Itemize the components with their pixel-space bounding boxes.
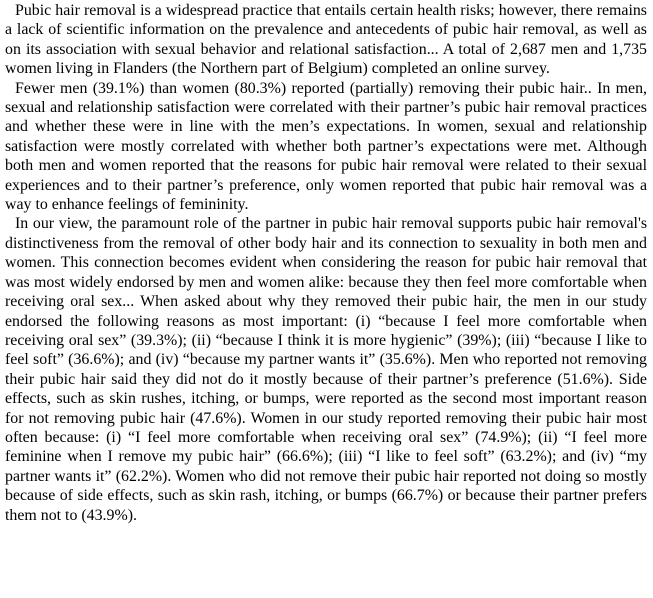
paragraph-discussion: In our view, the paramount role of the partner in pubic hair removal supports pubic hair removal's distinctiveness from the removal of other body hair and its connection to sexuality in both men and women. This connection becomes evident when considering the reason for pubic hair removal that was most widely endorsed by men and women alike: because they then feel more comfortable when receiving oral sex... When asked about why they removed their pubic hair, the men in our study endorsed the following reasons as most important: (i) “because I feel more comfortable when receiving oral sex” (39.3%); (ii) “because I think it is more hygienic” (39%); (iii) “because I like to feel soft” (36.6%); and (iv) “because my partner wants it” (35.6%). Men who reported not removing their pubic hair said they did not do it mostly because of their partner’s preference (51.6%). Side effects, such as skin rushes, itching, or bumps, were reported as the second most important reason for not removing pubic hair (47.6%). Women in our study reported removing their pubic hair most often because: (i) “I feel more comfortable when receiving oral sex” (74.9%); (ii) “I feel more feminine when I remove my pubic hair” (66.6%); (iii) “I like to feel soft” (63.2%); and (iv) “my partner wants it” (62.2%). Women who did not remove their pubic hair reported not doing so mostly because of side effects, such as skin rash, itching, or bumps (66.7%) or because their partner prefers them not to (43.9%). bbox=[5, 215, 647, 524]
paragraph-intro: Pubic hair removal is a widespread practice that entails certain health risks; however, there remains a lack of scientific information on the prevalence and antecedents of pubic hair removal, as well as on its association with sexual behavior and relational satisfaction... A total of 2,687 men and 1,735 women living in Flanders (the Northern part of Belgium) completed an online survey. bbox=[5, 2, 647, 78]
paragraph-results: Fewer men (39.1%) than women (80.3%) reported (partially) removing their pubic hair.. In men, sexual and relationship satisfaction were correlated with their partner’s pubic hair removal practices and whether these were in line with the men’s expectations. In women, sexual and relationship satisfaction were mostly correlated with whether both partner’s expectations were met. Although both men and women reported that the reasons for pubic hair removal were related to their sexual experiences and to their partner’s preference, only women reported that pubic hair removal was a way to enhance feelings of femininity. bbox=[5, 79, 647, 214]
